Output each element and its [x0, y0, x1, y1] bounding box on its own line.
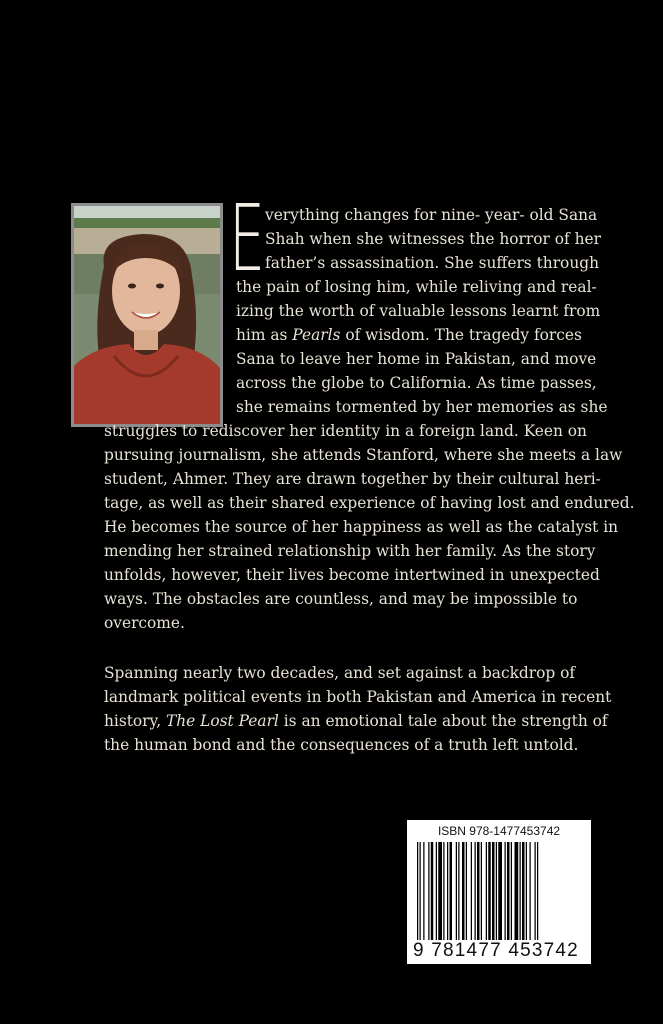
blurb-line: mending her strained relationship with her family. As the story [104, 542, 596, 560]
barcode-bar [436, 842, 437, 946]
blurb-line: landmark political events in both Pakistan and America in recent [104, 688, 612, 706]
blurb-line: tage, as well as their shared experience of having lost and endured. [104, 494, 635, 512]
blurb-text: history, [104, 712, 166, 730]
barcode-bar [458, 842, 459, 946]
barcode-bar [481, 842, 482, 946]
barcode-bar [456, 842, 457, 946]
blurb-line: He becomes the source of her happiness as well as the catalyst in [104, 518, 619, 536]
barcode-bar [537, 842, 538, 946]
barcode-bar [417, 842, 418, 946]
barcode-bar [535, 842, 536, 946]
barcode-bar [443, 842, 444, 946]
blurb-line: ways. The obstacles are countless, and may be impossible to [104, 590, 578, 608]
barcode-bar [477, 842, 480, 946]
barcode-bar [475, 842, 476, 946]
barcode-bar [428, 842, 429, 946]
blurb-line: the human bond and the consequences of a truth left untold. [104, 736, 579, 754]
blurb-line: student, Ahmer. They are drawn together by their cultural heri- [104, 470, 601, 488]
barcode-bar [505, 842, 506, 946]
blurb-line: across the globe to California. As time passes, [236, 374, 597, 392]
blurb-line: the pain of losing him, while reliving and real- [236, 278, 597, 296]
blurb-line: struggles to rediscover her identity in a foreign land. Keen on [104, 422, 587, 440]
blurb-text: is an emotional tale about the strength of [278, 712, 608, 730]
barcode-bar [462, 842, 465, 946]
author-photo [71, 203, 223, 427]
isbn-barcode [407, 820, 591, 964]
barcode-bars [417, 842, 581, 946]
barcode-bar [488, 842, 491, 946]
blurb-line: pursuing journalism, she attends Stanford, where she meets a law [104, 446, 623, 464]
barcode-bar [486, 842, 487, 946]
barcode-bar [423, 842, 424, 946]
barcode-bar [471, 842, 472, 946]
blurb-line: Sana to leave her home in Pakistan, and move [236, 350, 597, 368]
blurb-line: izing the worth of valuable lessons learnt from [236, 302, 601, 320]
barcode-bar [522, 842, 525, 946]
barcode-bar [526, 842, 527, 946]
barcode-bar [520, 842, 521, 946]
barcode-bar [530, 842, 531, 946]
barcode-bar [496, 842, 497, 946]
isbn-label: ISBN 978-1477453742 [437, 824, 561, 838]
blurb-text: of wisdom. The tragedy forces [340, 326, 582, 344]
blurb-line: unfolds, however, their lives become intertwined in unexpected [104, 566, 600, 584]
book-title-italic: The Lost Pearl [165, 712, 279, 730]
barcode-bar [447, 842, 448, 946]
blurb-line: Spanning nearly two decades, and set against a backdrop of [104, 664, 576, 682]
barcode-bar [420, 842, 421, 946]
barcode-bar [438, 842, 442, 946]
barcode-digits: 9 781477 453742 [413, 940, 587, 962]
blurb-line: overcome. [104, 614, 185, 632]
pearls-italic: Pearls [292, 326, 341, 344]
barcode-bar [466, 842, 467, 946]
blurb-text: him as [236, 326, 293, 344]
blurb-line: Shah when she witnesses the horror of her [265, 230, 601, 248]
blurb-line: father’s assassination. She suffers through [265, 254, 599, 272]
blurb-line: she remains tormented by her memories as she [236, 398, 608, 416]
barcode-bar [511, 842, 512, 946]
barcode-bar [492, 842, 495, 946]
barcode-bar [507, 842, 510, 946]
blurb-line [236, 325, 582, 345]
blurb-line [104, 711, 608, 731]
barcode-bar [450, 842, 453, 946]
barcode-bar [515, 842, 519, 946]
drop-cap-letter: E [229, 185, 266, 292]
barcode-bar [498, 842, 502, 946]
blurb-line: verything changes for nine- year- old Sana [265, 206, 598, 224]
barcode-bar [431, 842, 434, 946]
